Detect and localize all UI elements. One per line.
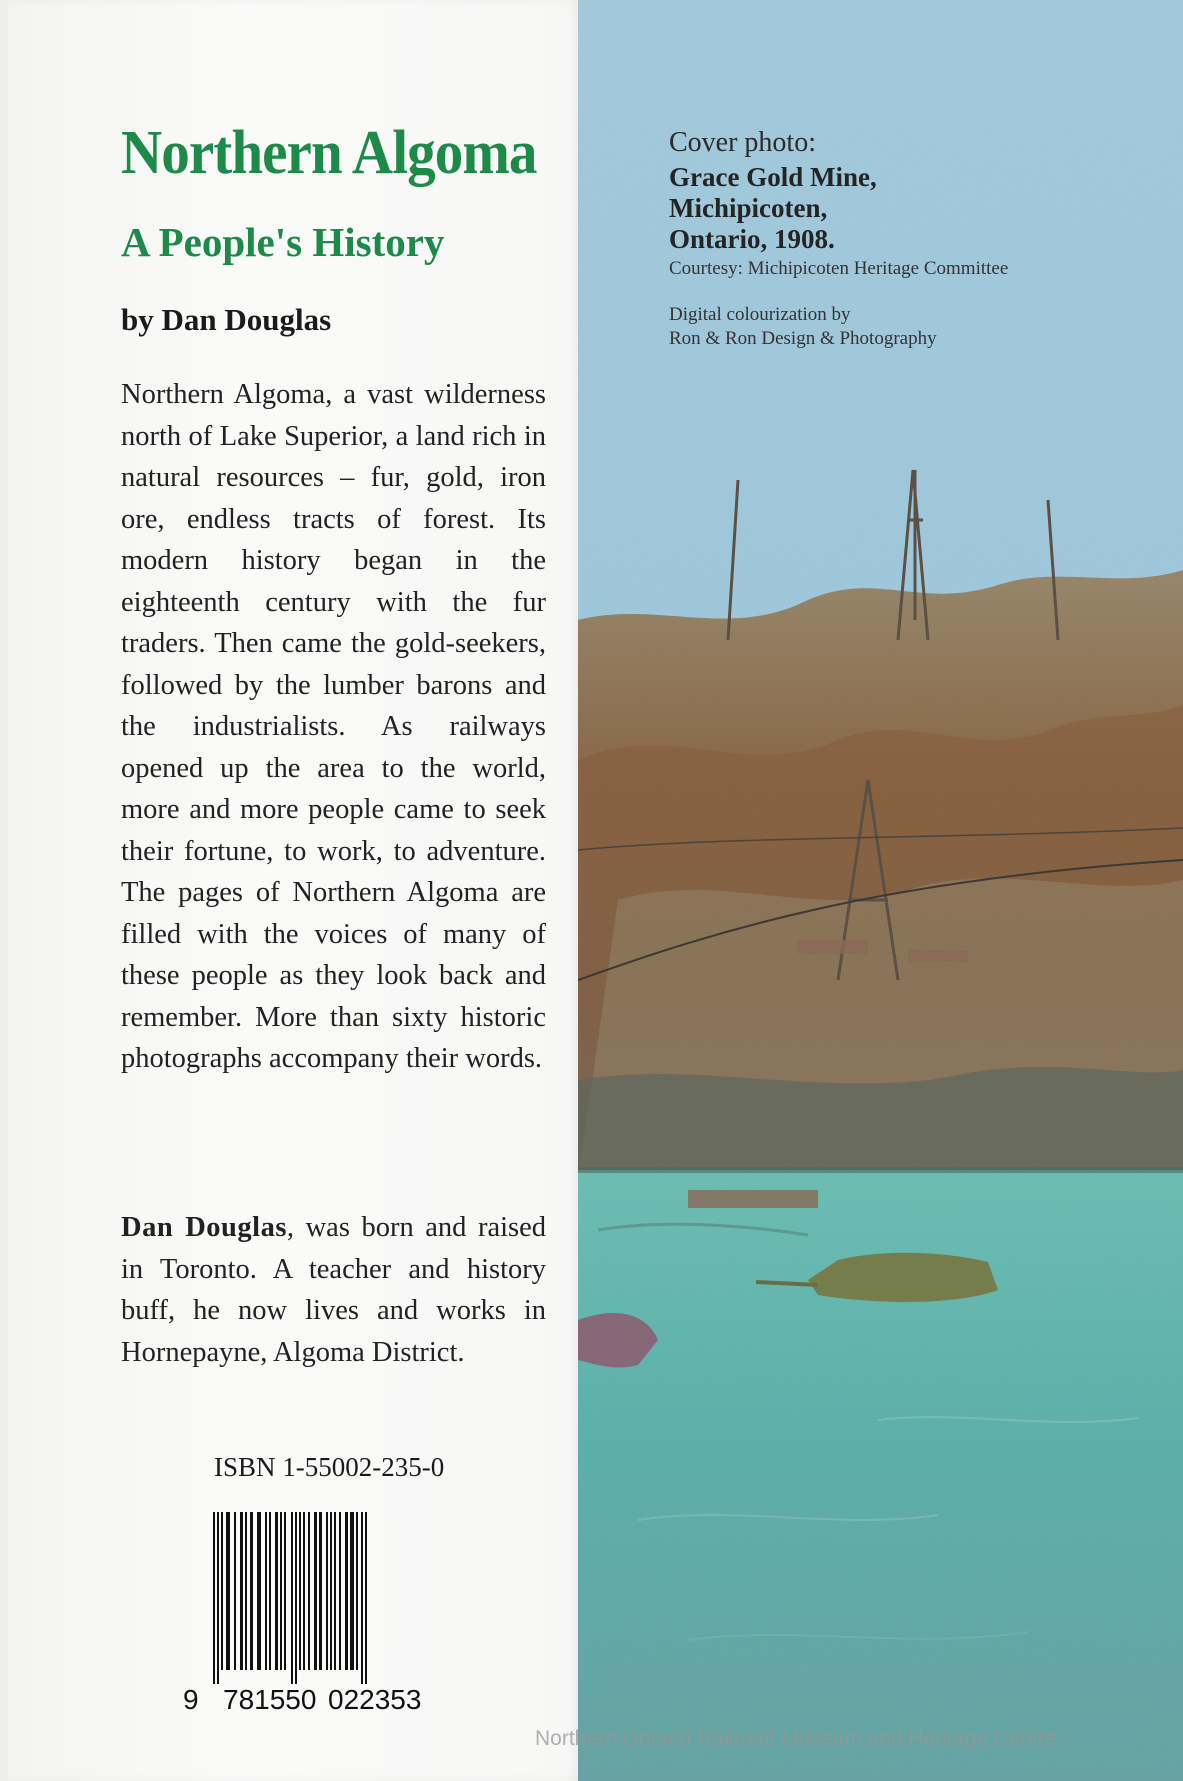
book-subtitle: A People's History [121,219,445,265]
barcode-bars [213,1512,458,1684]
book-blurb: Northern Algoma, a vast wilderness north of Lake Superior, a land rich in natural resources – fur, gold, iron ore, endless tracts of forest. Its modern history began in the eighteenth century with the fur traders. Then came the gold-seekers, followed by the lumber barons and the industrialists. As railways opened up the area to the world, more and more people came to seek their fortune, to work, to adventure. The pages of Northern Algoma are filled with the voices of many of these people as they look back and remember. More than sixty historic photographs accompany their words. [121,379,546,1074]
isbn-barcode [183,1512,458,1727]
isbn-label: ISBN 1-55002-235-0 [214,1452,445,1482]
barcode-digits-right: 022353 [328,1684,422,1715]
photo-credit: Courtesy: Michipicoten Heritage Committee [669,258,1009,279]
text-panel [8,0,580,1781]
barcode-lead-digit: 9 [183,1684,199,1715]
book-author: by Dan Douglas [121,302,332,337]
author-bio-text: , was born and raised in Toronto. A teacher and history buff, he now lives and works in Hornepayne, Algoma District. [121,1212,546,1368]
book-title: Northern Algoma [121,119,537,187]
barcode-digits-left: 781550 [223,1684,317,1715]
museum-watermark: Northern Ontario Railroad Museum and Heritage Centre [535,1727,1057,1750]
photo-caption-title: Grace Gold Mine, Michipicoten, Ontario, 1908. [669,162,877,254]
author-bio [121,1207,546,1373]
colourization-credit: Digital colourization by Ron & Ron Design & Photography [669,304,937,349]
photo-caption-label: Cover photo: [669,127,816,158]
author-bio-name: Dan Douglas [121,1212,287,1243]
